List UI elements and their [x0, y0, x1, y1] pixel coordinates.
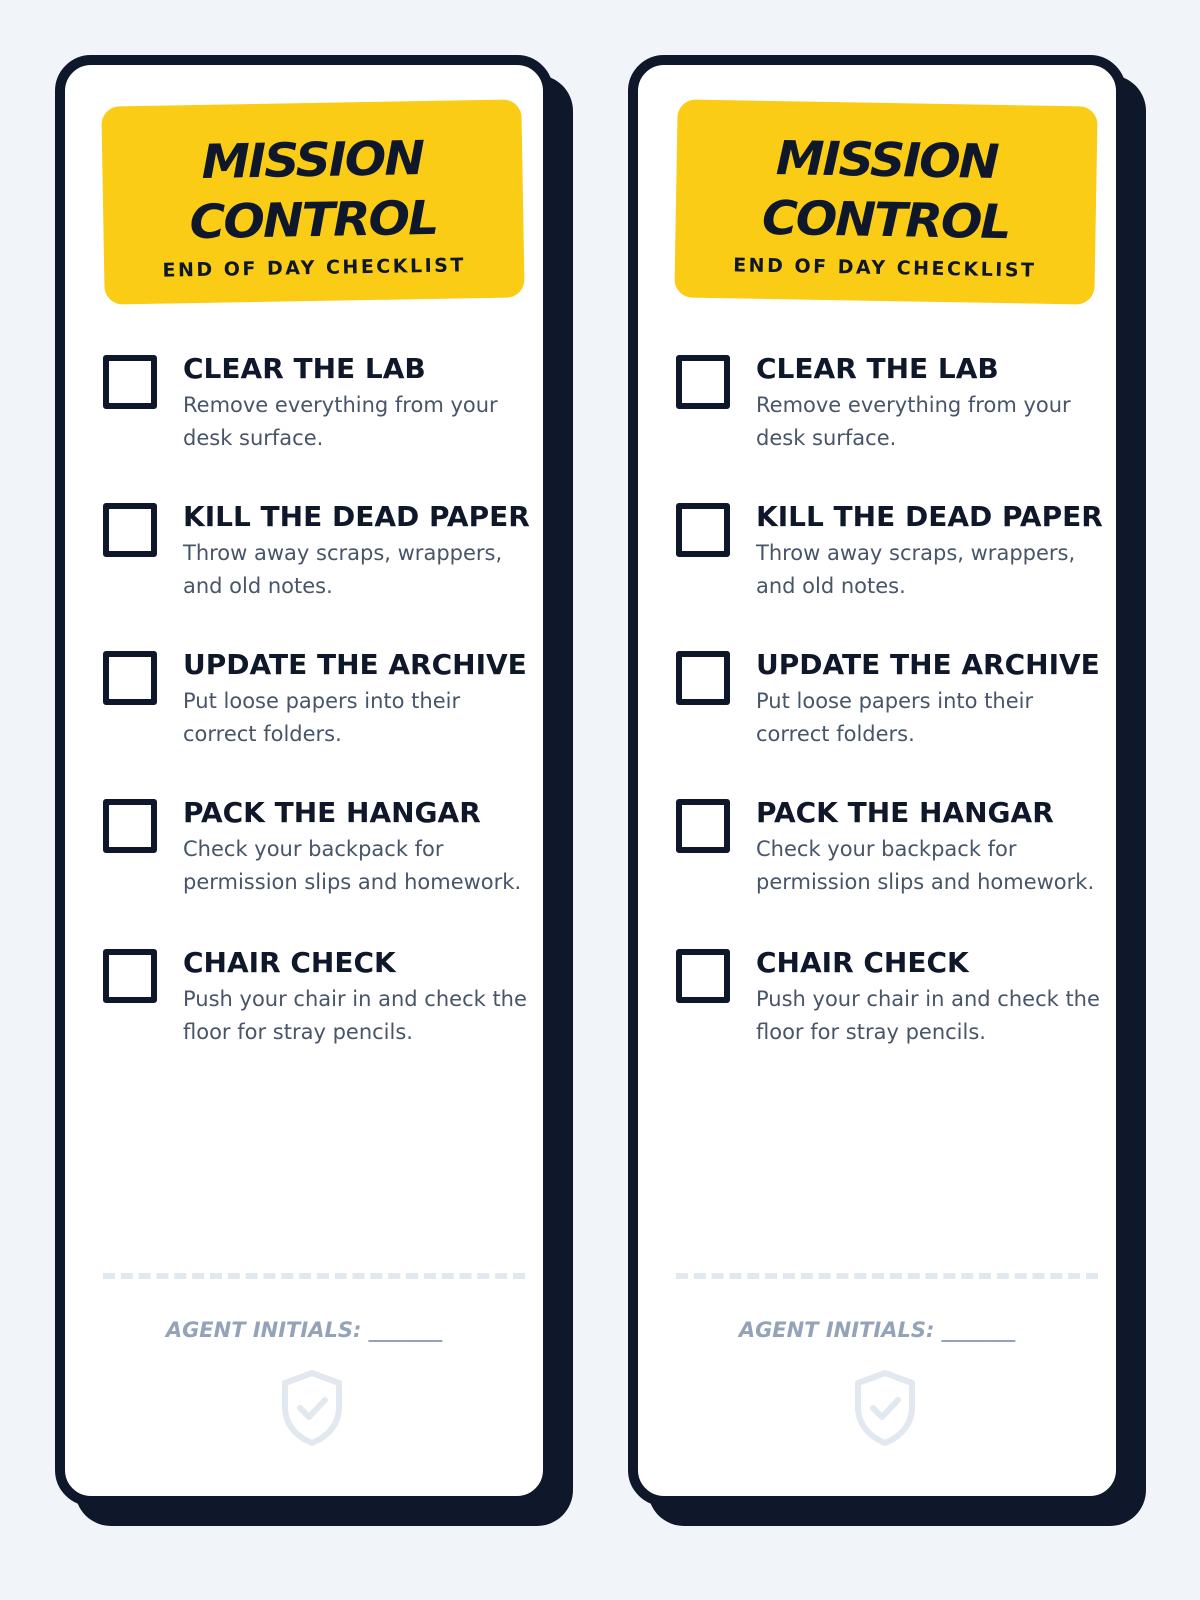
checkbox[interactable]: [676, 949, 730, 1003]
item-title: PACK THE HANGAR: [756, 796, 1054, 829]
title-line-1: MISSION: [775, 131, 998, 190]
checkbox[interactable]: [676, 651, 730, 705]
shield-check-icon: [852, 1369, 918, 1447]
item-description: Check your backpack for permission slips and homework.: [756, 837, 1095, 894]
item-description: Push your chair in and check the floor for stray pencils.: [183, 987, 527, 1044]
checkbox[interactable]: [103, 355, 157, 409]
checklist-item-update-the-archive: [103, 647, 533, 751]
card-header: [674, 99, 1097, 304]
item-title: KILL THE DEAD PAPER: [756, 500, 1103, 533]
title-line-1: MISSION: [201, 131, 424, 190]
card-title: [667, 99, 1106, 255]
checklist-item-update-the-archive: [676, 647, 1106, 751]
checkbox[interactable]: [676, 355, 730, 409]
item-description: Put loose papers into their correct folders.: [756, 689, 1034, 746]
title-line-2: CONTROL: [189, 190, 438, 251]
item-title: CLEAR THE LAB: [183, 352, 426, 385]
item-title: KILL THE DEAD PAPER: [183, 500, 530, 533]
item-description: Check your backpack for permission slips and homework.: [183, 837, 522, 894]
item-description: Push your chair in and check the floor for stray pencils.: [756, 987, 1100, 1044]
card-subtitle: END OF DAY CHECKLIST: [162, 254, 466, 282]
item-description: Throw away scraps, wrappers, and old notes.: [756, 541, 1076, 598]
dashed-divider: [103, 1273, 525, 1279]
checkbox[interactable]: [676, 503, 730, 557]
item-description: Remove everything from your desk surface.: [756, 393, 1071, 450]
item-description: Put loose papers into their correct folders.: [183, 689, 461, 746]
checklist-item-chair-check: [103, 945, 533, 1049]
agent-initials-label: AGENT INITIALS: _______: [738, 1318, 1016, 1342]
shield-check-icon: [279, 1369, 345, 1447]
checkbox[interactable]: [103, 503, 157, 557]
title-line-2: CONTROL: [761, 190, 1010, 251]
checkbox[interactable]: [103, 799, 157, 853]
checklist-card-left: [55, 55, 553, 1506]
item-title: CLEAR THE LAB: [756, 352, 999, 385]
checklist-item-clear-the-lab: [676, 351, 1106, 455]
item-title: UPDATE THE ARCHIVE: [183, 648, 527, 681]
item-description: Throw away scraps, wrappers, and old notes.: [183, 541, 503, 598]
card-title: [93, 99, 532, 255]
checkbox[interactable]: [103, 949, 157, 1003]
checklist-item-pack-the-hangar: [103, 795, 533, 899]
checkbox[interactable]: [103, 651, 157, 705]
item-title: UPDATE THE ARCHIVE: [756, 648, 1100, 681]
checklist: [676, 351, 1106, 1093]
item-title: CHAIR CHECK: [183, 946, 396, 979]
checklist-item-clear-the-lab: [103, 351, 533, 455]
agent-initials-label: AGENT INITIALS: _______: [165, 1318, 443, 1342]
dashed-divider: [676, 1273, 1098, 1279]
card-header: [101, 99, 524, 304]
checklist-item-kill-the-dead-paper: [676, 499, 1106, 603]
checklist-item-chair-check: [676, 945, 1106, 1049]
checklist-item-pack-the-hangar: [676, 795, 1106, 899]
item-title: PACK THE HANGAR: [183, 796, 481, 829]
card-subtitle: END OF DAY CHECKLIST: [732, 254, 1037, 282]
checklist-card-right: [628, 55, 1126, 1506]
item-title: CHAIR CHECK: [756, 946, 969, 979]
checkbox[interactable]: [676, 799, 730, 853]
checklist: [103, 351, 533, 1093]
checklist-item-kill-the-dead-paper: [103, 499, 533, 603]
item-description: Remove everything from your desk surface.: [183, 393, 498, 450]
